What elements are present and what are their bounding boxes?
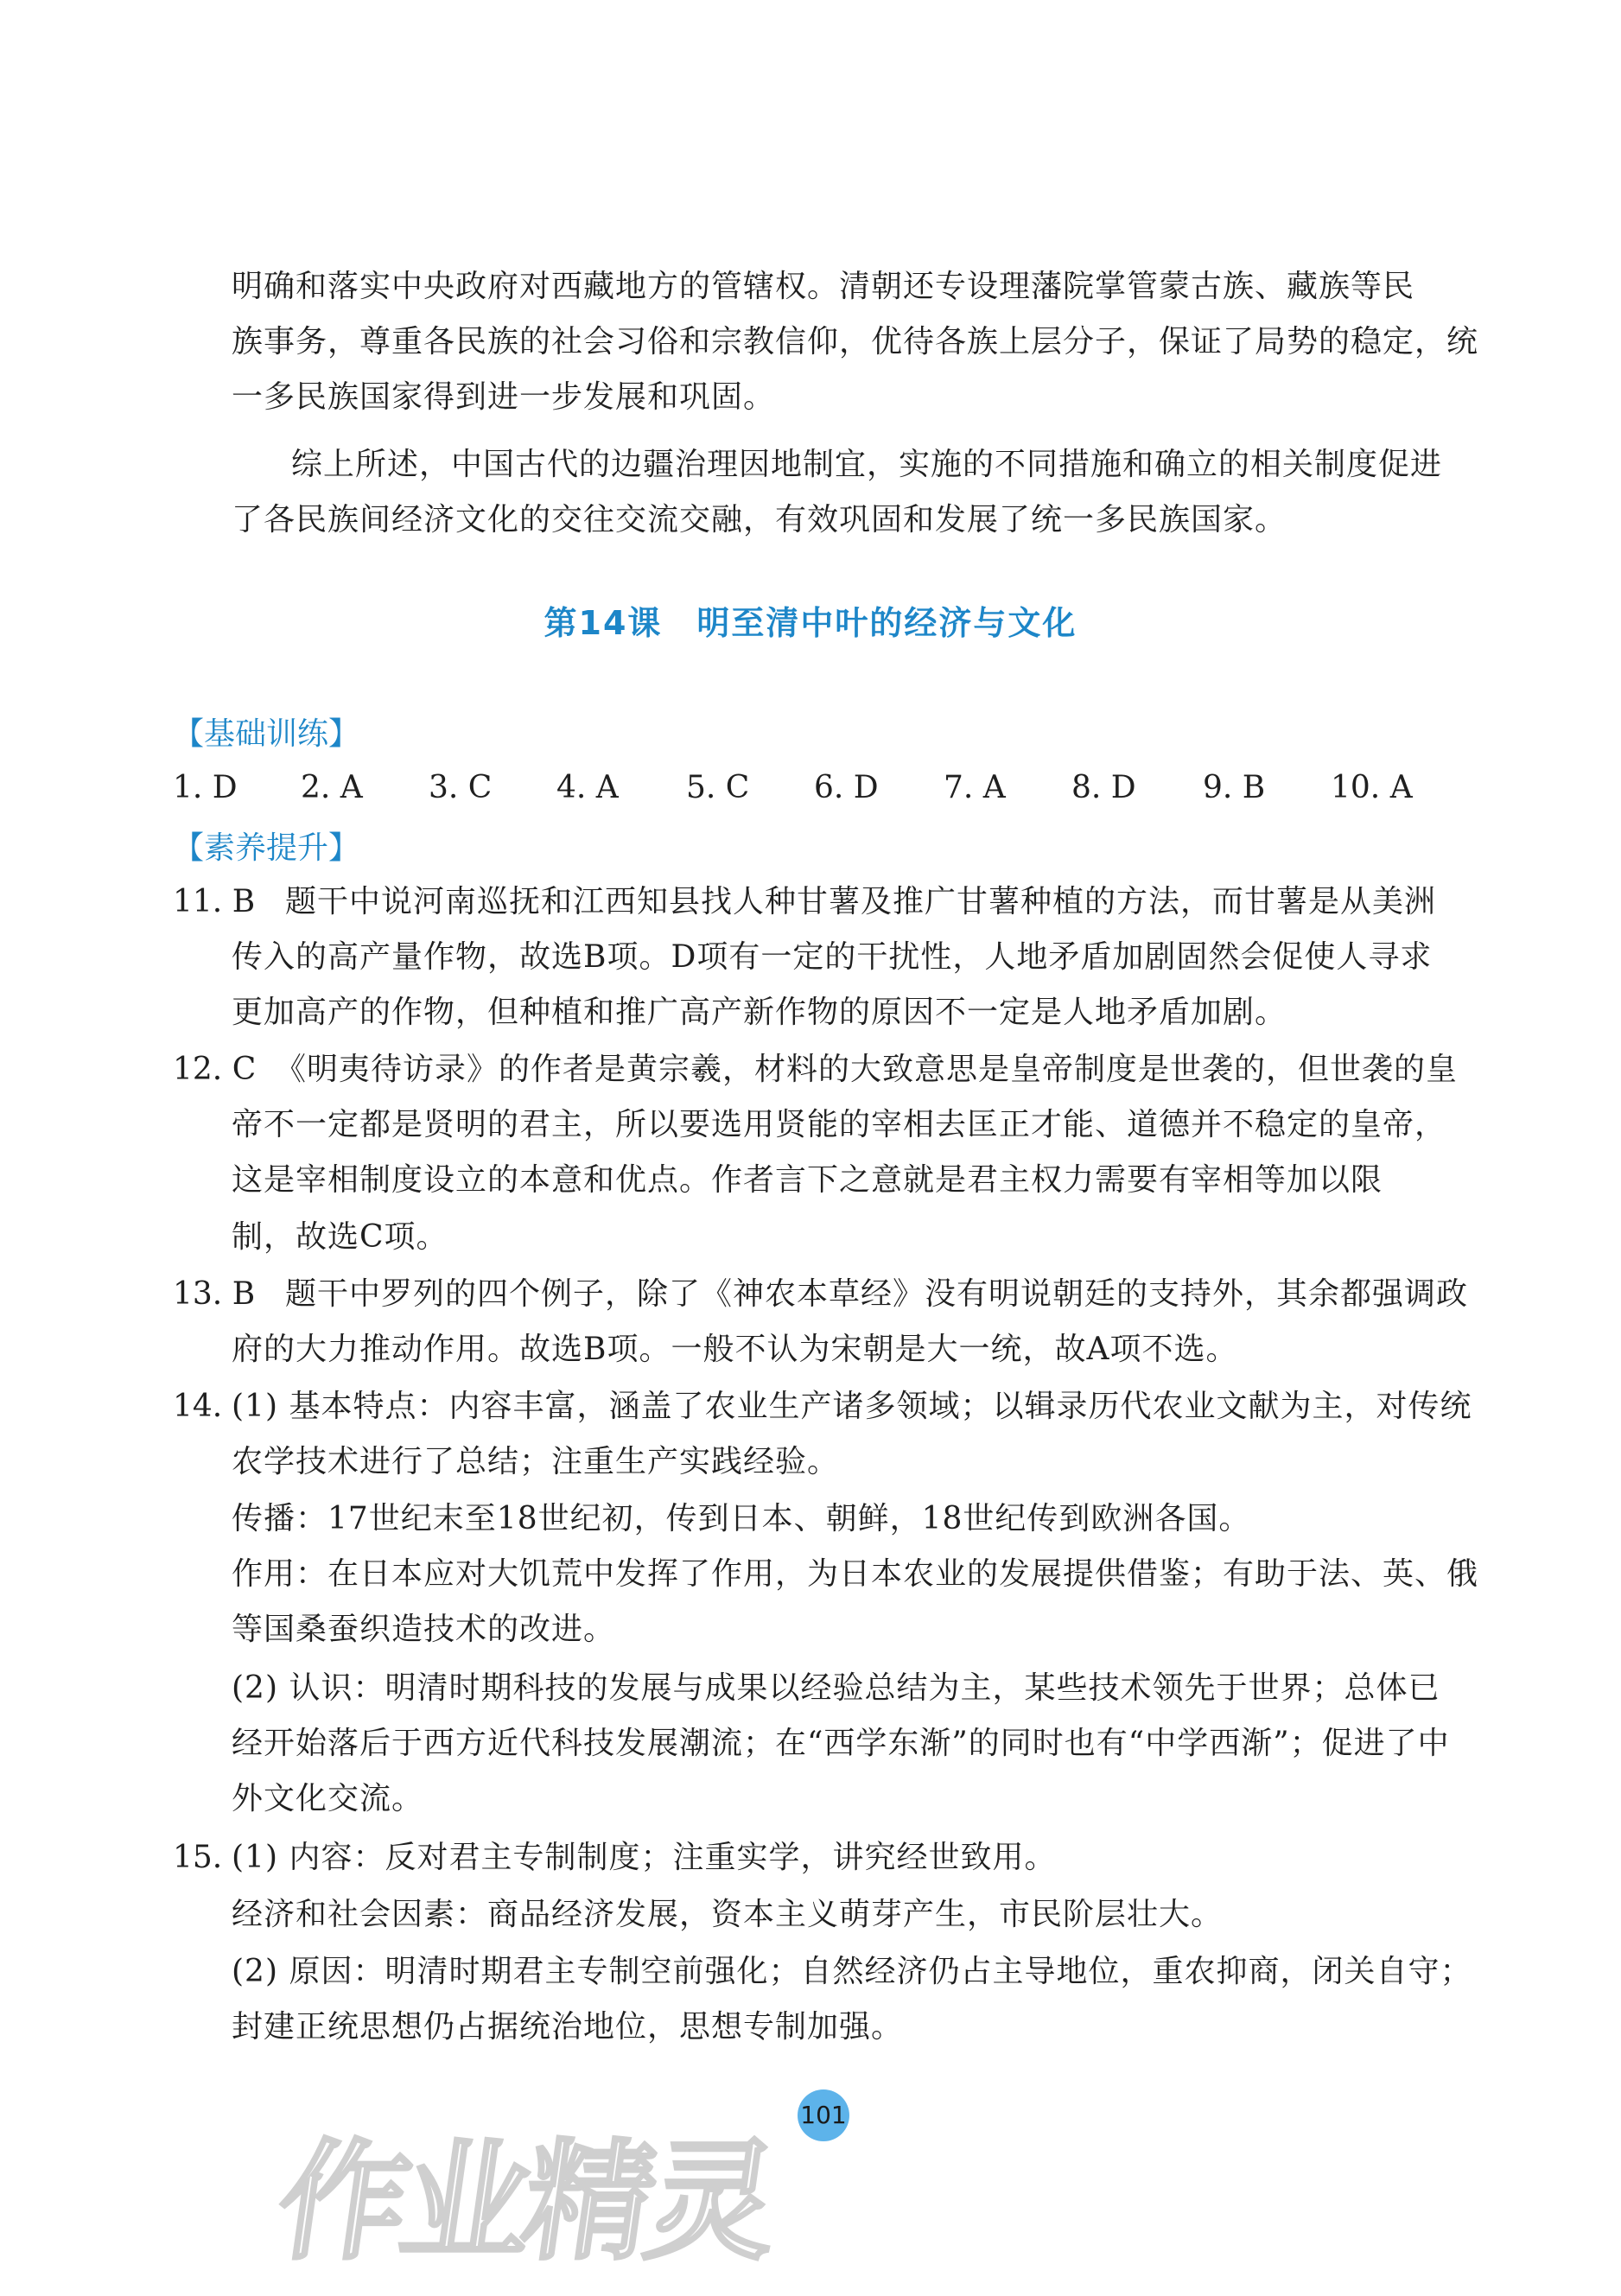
q14-line: 农学技术进行了总结；注重生产实践经验。: [232, 1444, 840, 1479]
section-improve-heading: 【素养提升】: [173, 830, 360, 866]
q15-label: 15.: [173, 1840, 223, 1875]
q11-line: 更加高产的作物，但种植和推广高产新作物的原因不一定是人地矛盾加剧。: [232, 995, 1287, 1030]
q12-line: 帝不一定都是贤明的君主，所以要选用贤能的宰相去匡正才能、道德并不稳定的皇帝，: [232, 1107, 1447, 1142]
svg-text:作业精灵: 作业精灵: [269, 2126, 781, 2278]
section-basic-heading: 【基础训练】: [173, 716, 360, 752]
q13-line: 府的大力推动作用。故选B项。一般不认为宋朝是大一统，故A项不选。: [232, 1332, 1238, 1367]
watermark-logo: [269, 2100, 781, 2281]
intro-line: 族事务，尊重各民族的社会习俗和宗教信仰，优待各族上层分子，保证了局势的稳定，统: [232, 324, 1479, 359]
q15-line: (2) 原因：明清时期君主专制空前强化；自然经济仍占主导地位，重农抑商，闭关自守；: [232, 1954, 1472, 1989]
answer-item: 7. A: [944, 770, 1006, 805]
q12-line: 《明夷待访录》的作者是黄宗羲，材料的大致意思是皇帝制度是世袭的，但世袭的皇: [275, 1052, 1459, 1087]
answer-item: 9. B: [1203, 770, 1266, 805]
q14-line: 外文化交流。: [232, 1781, 424, 1816]
answer-item: 8. D: [1071, 770, 1136, 805]
q15-line: 封建正统思想仍占据统治地位，思想专制加强。: [232, 2009, 904, 2045]
answer-item: 4. A: [556, 770, 619, 805]
q14-line: 等国桑蚕织造技术的改进。: [232, 1612, 616, 1647]
q14-line: 作用：在日本应对大饥荒中发挥了作用，为日本农业的发展提供借鉴；有助于法、英、俄: [232, 1556, 1479, 1592]
answer-item: 6. D: [814, 770, 879, 805]
answer-item: 2. A: [301, 770, 363, 805]
q12-line: 制，故选C项。: [232, 1219, 448, 1255]
answer-item: 1. D: [173, 770, 238, 805]
q14-line: 传播：17世纪末至18世纪初，传到日本、朝鲜，18世纪传到欧洲各国。: [232, 1501, 1251, 1536]
page-number-badge: 101: [798, 2089, 849, 2141]
q14-line: 经开始落后于西方近代科技发展潮流；在“西学东渐”的同时也有“中学西渐”；促进了中: [232, 1726, 1450, 1761]
q15-line: (1) 内容：反对君主专制制度；注重实学，讲究经世致用。: [232, 1840, 1057, 1875]
q15-line: 经济和社会因素：商品经济发展，资本主义萌芽产生，市民阶层壮大。: [232, 1897, 1224, 1932]
intro-line: 一多民族国家得到进一步发展和巩固。: [232, 379, 776, 415]
answer-item: 3. C: [429, 770, 493, 805]
basic-answers-row: [173, 760, 1417, 816]
q11-label: 11. B: [173, 884, 256, 919]
q14-line: (1) 基本特点：内容丰富，涵盖了农业生产诸多领域；以辑录历代农业文献为主，对传统: [232, 1389, 1472, 1424]
answer-item: 10. A: [1331, 770, 1413, 805]
q13-label: 13. B: [173, 1276, 256, 1312]
intro-line: 综上所述，中国古代的边疆治理因地制宜，实施的不同措施和确立的相关制度促进: [259, 447, 1443, 482]
q12-label: 12. C: [173, 1052, 257, 1087]
q11-line: 题干中说河南巡抚和江西知县找人种甘薯及推广甘薯种植的方法，而甘薯是从美洲: [285, 884, 1437, 919]
intro-line: 了各民族间经济文化的交往交流交融，有效巩固和发展了统一多民族国家。: [232, 502, 1287, 537]
q14-line: (2) 认识：明清时期科技的发展与成果以经验总结为主，某些技术领先于世界；总体已: [232, 1670, 1440, 1706]
lesson-title: 第14课 明至清中叶的经济与文化: [544, 604, 1077, 642]
answer-item: 5. C: [686, 770, 750, 805]
q14-label: 14.: [173, 1389, 223, 1424]
q12-line: 这是宰相制度设立的本意和优点。作者言下之意就是君主权力需要有宰相等加以限: [232, 1162, 1383, 1198]
intro-line: 明确和落实中央政府对西藏地方的管辖权。清朝还专设理藩院掌管蒙古族、藏族等民: [232, 269, 1415, 304]
q11-line: 传入的高产量作物，故选B项。D项有一定的干扰性，人地矛盾加剧固然会促使人寻求: [232, 939, 1433, 975]
q13-line: 题干中罗列的四个例子，除了《神农本草经》没有明说朝廷的支持外，其余都强调政: [285, 1276, 1469, 1312]
